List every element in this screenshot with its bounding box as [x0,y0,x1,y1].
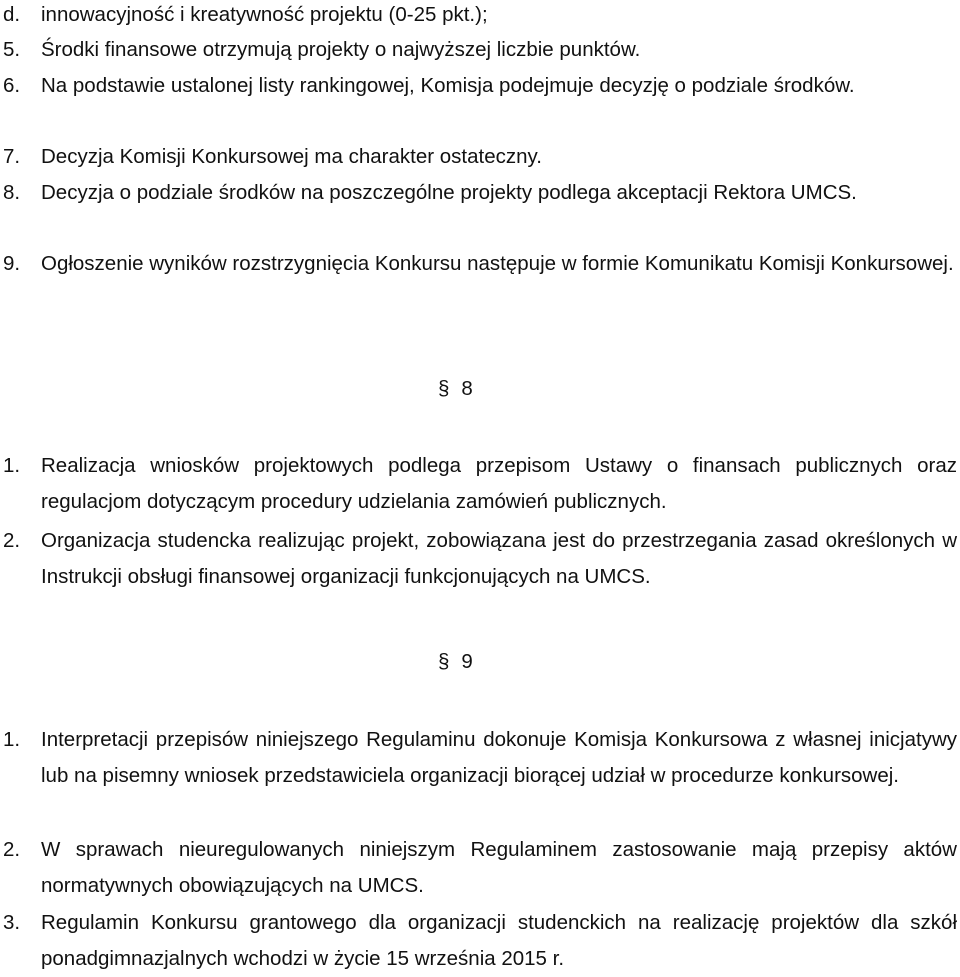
list-item-number: d. [3,3,21,26]
list-item [3,448,957,519]
list-item [3,523,957,594]
list-item-text: Regulamin Konkursu grantowego dla organizacji studenckich na realizację projektów dla szkół ponadgimnazjalnych wchodzi w życie 15 września 2015 r. [41,911,957,970]
list-item-number: 8. [3,181,21,204]
list-item [3,32,957,68]
list-item [3,722,957,793]
section-number: 8 [461,377,473,400]
list-item-text: Decyzja Komisji Konkursowej ma charakter ostateczny. [41,145,542,168]
list-item-number: 6. [3,74,21,97]
list-item-text: Na podstawie ustalonej listy rankingowej, Komisja podejmuje decyzję o podziale środków. [41,74,855,97]
list-item [3,832,957,903]
list-item [3,175,957,211]
list-item [3,905,957,976]
list-item-number: 7. [3,145,21,168]
section-symbol: § [438,377,450,400]
list-item-number: 1. [3,728,21,751]
list-item [3,0,957,33]
list-item-number: 9. [3,252,21,275]
list-item-number: 2. [3,838,21,861]
list-item-text: Realizacja wniosków projektowych podlega przepisom Ustawy o finansach publicznych oraz regulacjom dotyczącym procedury udzielania zamówień publicznych. [41,454,957,513]
list-item-number: 3. [3,911,21,934]
list-item-number: 1. [3,454,21,477]
list-item-text: Organizacja studencka realizując projekt, zobowiązana jest do przestrzegania zasad określonych w Instrukcji obsługi finansowej organizacji funkcjonujących na UMCS. [41,529,957,588]
list-item-number: 2. [3,529,21,552]
list-item [3,68,957,104]
list-item [3,139,957,175]
list-item-text: Ogłoszenie wyników rozstrzygnięcia Konkursu następuje w formie Komunikatu Komisji Konkursowej. [41,252,954,275]
section-heading [438,372,473,406]
list-item-text: W sprawach nieuregulowanych niniejszym Regulaminem zastosowanie mają przepisy aktów normatywnych obowiązujących na UMCS. [41,838,957,897]
list-item [3,246,957,282]
section-number: 9 [461,650,473,673]
section-symbol: § [438,650,450,673]
list-item-number: 5. [3,38,21,61]
list-item-text: Interpretacji przepisów niniejszego Regulaminu dokonuje Komisja Konkursowa z własnej inicjatywy lub na pisemny wniosek przedstawiciela organizacji biorącej udział w procedurze konkursowej. [41,728,957,787]
section-heading [438,645,473,679]
list-item-text: Środki finansowe otrzymują projekty o najwyższej liczbie punktów. [41,38,641,61]
list-item-text: innowacyjność i kreatywność projektu (0-25 pkt.); [41,3,488,26]
list-item-text: Decyzja o podziale środków na poszczególne projekty podlega akceptacji Rektora UMCS. [41,181,857,204]
